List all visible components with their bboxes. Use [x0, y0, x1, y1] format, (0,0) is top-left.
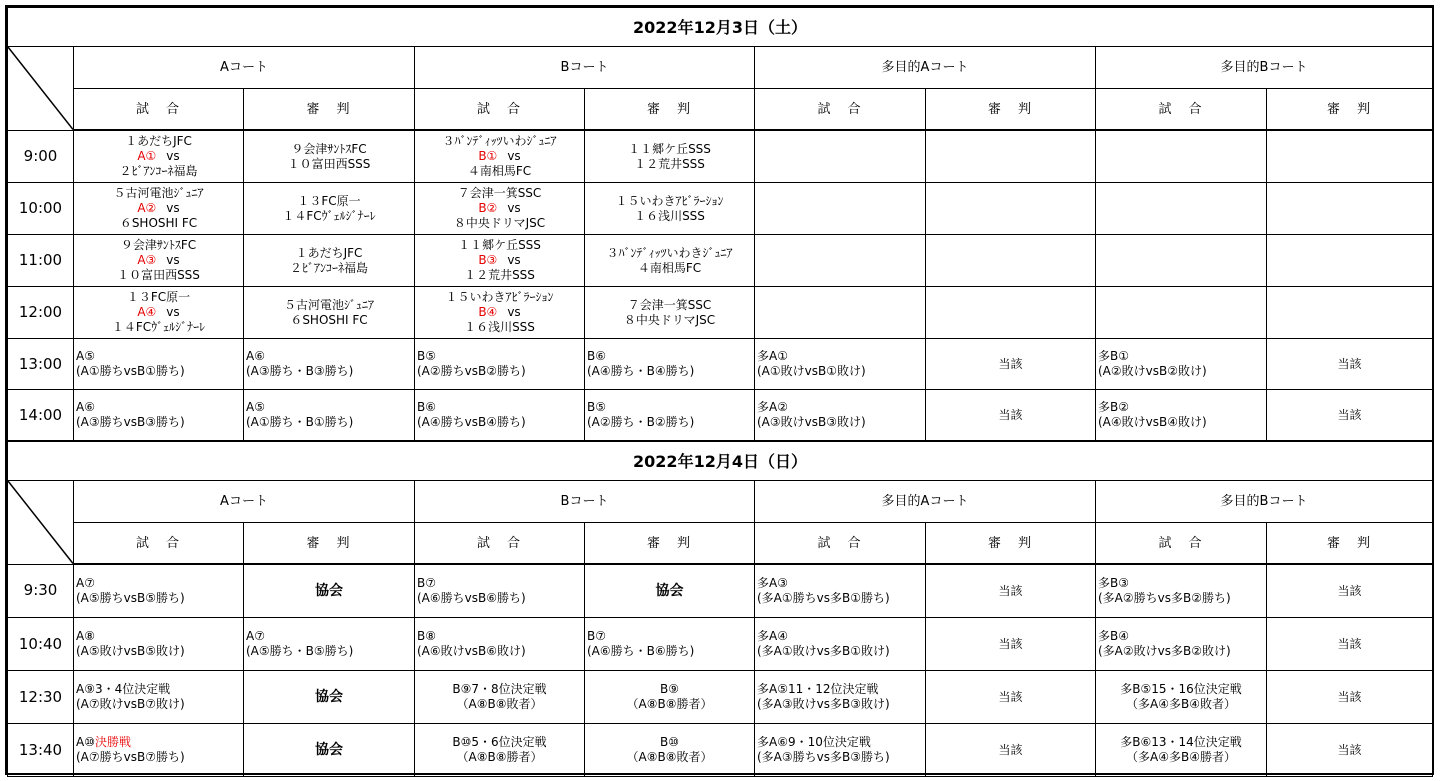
time-cell: 9:30: [8, 564, 74, 618]
time-cell: 12:00: [8, 287, 74, 339]
match-cell: [585, 618, 755, 671]
referee-cell: [585, 183, 755, 235]
match-header: 試 合: [1096, 523, 1267, 565]
empty-cell: [1267, 287, 1433, 339]
court-header: Aコート: [74, 481, 415, 523]
match-code: [74, 201, 243, 216]
court-header: Bコート: [415, 481, 755, 523]
match-id: 多B⑥13・14位決定戦: [1120, 735, 1242, 749]
court-header: Aコート: [74, 47, 415, 89]
referee-cell: 当該: [1267, 671, 1433, 724]
referee-cell: 当該: [926, 724, 1096, 777]
referee-cell: 協会: [585, 564, 755, 618]
empty-cell: [926, 130, 1096, 183]
referee-2: １０富田西SSS: [287, 156, 371, 171]
match-id: 多A⑤11・12位決定戦: [757, 682, 879, 696]
court-header: 多目的Aコート: [755, 47, 1096, 89]
vs-label: vs: [507, 149, 521, 163]
empty-cell: [1267, 235, 1433, 287]
sub-header-row: [8, 523, 1433, 565]
time-cell: 13:40: [8, 724, 74, 777]
match-cell: [74, 339, 244, 390]
date-title: 2022年12月3日（土）: [8, 8, 1433, 47]
match-id: 多B③: [1098, 576, 1129, 590]
corner-diagonal: [8, 47, 74, 131]
final-label: 決勝戦: [94, 735, 131, 749]
date-row: [8, 8, 1433, 47]
match-id: B①: [478, 149, 498, 163]
match-cell: [74, 235, 244, 287]
match-cell: [1096, 671, 1267, 724]
match-id: A⑦: [246, 629, 265, 643]
match-id: A⑥: [246, 349, 265, 363]
match-detail: (多A②敗けvs多B②敗け): [1098, 644, 1231, 658]
team-2: ６SHOSHI FC: [119, 216, 198, 230]
match-id: B⑨: [660, 682, 679, 696]
referee-cell: 当該: [926, 671, 1096, 724]
empty-cell: [1096, 287, 1267, 339]
team-1: １１郷ケ丘SSS: [458, 238, 541, 252]
match-cell: [585, 390, 755, 442]
team-2: １０富田西SSS: [117, 268, 200, 282]
team-1: １５いわきｱﾋﾞﾗｰｼｮﾝ: [445, 290, 554, 304]
empty-cell: [755, 287, 926, 339]
match-cell: [415, 671, 585, 724]
time-row: [8, 183, 1433, 235]
court-row: [8, 481, 1433, 523]
match-cell: [74, 183, 244, 235]
court-header: 多目的Bコート: [1096, 47, 1433, 89]
time-row: [8, 339, 1433, 390]
referee-cell: [585, 287, 755, 339]
vs-label: vs: [507, 253, 521, 267]
match-detail: (A①勝ち・B①勝ち): [246, 415, 354, 429]
referee-header: 審 判: [926, 89, 1096, 131]
match-id: 多A②: [757, 400, 788, 414]
referee-header: 審 判: [244, 89, 415, 131]
team-2: ４南相馬FC: [467, 164, 532, 178]
match-cell: [415, 564, 585, 618]
match-detail: （A⑧B⑧敗者）: [456, 697, 543, 711]
match-detail: (多A①敗けvs多B①敗け): [757, 644, 890, 658]
match-id: A⑧: [76, 629, 95, 643]
match-header: 試 合: [755, 523, 926, 565]
match-cell: [415, 235, 585, 287]
match-detail: (A③勝ちvsB③勝ち): [76, 415, 185, 429]
referee-1: ７会津一箕SSC: [627, 297, 712, 312]
referee-cell: [244, 235, 415, 287]
match-header: 試 合: [415, 523, 585, 565]
time-row: [8, 390, 1433, 442]
match-detail: (A②勝ちvsB②勝ち): [417, 364, 526, 378]
match-id: A④: [137, 305, 157, 319]
match-cell: [1096, 339, 1267, 390]
time-cell: 12:30: [8, 671, 74, 724]
match-cell: [244, 390, 415, 442]
match-detail: (A②勝ち・B②勝ち): [587, 415, 695, 429]
referee-header: 審 判: [926, 523, 1096, 565]
match-cell: [415, 130, 585, 183]
referee-header: 審 判: [244, 523, 415, 565]
referee-2: ２ﾋﾞｱﾝｺｰﾈ福島: [289, 260, 368, 275]
referee-2: １６浅川SSS: [634, 208, 705, 223]
time-row: [8, 724, 1433, 777]
vs-label: vs: [507, 305, 521, 319]
match-cell: [755, 390, 926, 442]
vs-label: vs: [166, 201, 180, 215]
match-id: A⑨3・4位決定戦: [76, 682, 171, 696]
referee-cell: [585, 130, 755, 183]
referee-2: ６SHOSHI FC: [290, 312, 368, 327]
referee-cell: [244, 287, 415, 339]
match-cell: [585, 724, 755, 777]
referee-cell: 協会: [244, 564, 415, 618]
referee-1: ９会津ｻﾝﾄｽFC: [291, 141, 367, 156]
referee-2: １２荒井SSS: [634, 156, 705, 171]
match-header: 試 合: [74, 523, 244, 565]
vs-label: vs: [166, 149, 180, 163]
court-header: Bコート: [415, 47, 755, 89]
referee-1: ５古河電池ｼﾞｭﾆｱ: [283, 297, 374, 312]
match-cell: [415, 390, 585, 442]
empty-cell: [1096, 183, 1267, 235]
team-2: ８中央ドリマJSC: [453, 216, 546, 230]
referee-cell: 協会: [244, 671, 415, 724]
time-row: [8, 564, 1433, 618]
match-detail: (多A①勝ちvs多B①勝ち): [757, 591, 890, 605]
match-id: 多B④: [1098, 629, 1129, 643]
match-detail: (A⑤敗けvsB⑤敗け): [76, 644, 185, 658]
diagonal-line: [8, 47, 73, 130]
referee-cell: 当該: [926, 564, 1096, 618]
empty-cell: [755, 235, 926, 287]
match-detail: （多A④多B④勝者）: [1126, 750, 1236, 764]
referee-cell: 当該: [926, 339, 1096, 390]
match-cell: [755, 564, 926, 618]
match-id: B⑩: [660, 735, 679, 749]
match-detail: (A⑥勝ちvsB⑥勝ち): [417, 591, 526, 605]
team-2: １４FCｳﾞｪﾙｼﾞﾅｰﾚ: [111, 320, 206, 334]
match-cell: [755, 724, 926, 777]
team-1: １あだちJFC: [125, 134, 192, 148]
referee-1: １５いわきｱﾋﾞﾗｰｼｮﾝ: [615, 193, 724, 208]
match-cell: [415, 339, 585, 390]
match-id: 多B⑤15・16位決定戦: [1120, 682, 1242, 696]
referee-cell: 当該: [926, 618, 1096, 671]
match-cell: [1096, 390, 1267, 442]
referee-header: 審 判: [585, 89, 755, 131]
time-cell: 10:00: [8, 183, 74, 235]
team-1: ３ﾊﾞﾝﾃﾞｨｯﾂいわｼﾞｭﾆｱ: [442, 134, 557, 148]
team-1: ５古河電池ｼﾞｭﾆｱ: [113, 186, 204, 200]
time-cell: 10:40: [8, 618, 74, 671]
match-cell: [415, 724, 585, 777]
match-detail: (A⑥敗けvsB⑥敗け): [417, 644, 526, 658]
team-2: ２ﾋﾞｱﾝｺｰﾈ福島: [119, 164, 198, 178]
match-id: A⑥: [76, 400, 95, 414]
match-detail: （A⑧B⑧勝者）: [456, 750, 543, 764]
match-id: B⑩5・6位決定戦: [452, 735, 547, 749]
referee-2: ８中央ドリマJSC: [623, 312, 716, 327]
match-detail: (多A②勝ちvs多B②勝ち): [1098, 591, 1231, 605]
empty-cell: [926, 183, 1096, 235]
match-cell: [755, 618, 926, 671]
match-id: A⑩決勝戦: [76, 735, 131, 749]
match-detail: (A④勝ち・B④勝ち): [587, 364, 695, 378]
match-cell: [74, 564, 244, 618]
time-row: [8, 287, 1433, 339]
match-detail: （A⑧B⑧敗者）: [626, 750, 713, 764]
match-cell: [74, 390, 244, 442]
referee-header: 審 判: [1267, 523, 1433, 565]
time-cell: 9:00: [8, 130, 74, 183]
match-detail: (A④勝ちvsB④勝ち): [417, 415, 526, 429]
match-id: 多A①: [757, 349, 788, 363]
match-id: 多A④: [757, 629, 788, 643]
match-id: 多A③: [757, 576, 788, 590]
match-cell: [755, 339, 926, 390]
time-row: [8, 235, 1433, 287]
referee-1: １３FC原一: [297, 193, 361, 208]
match-id: B⑧: [417, 629, 436, 643]
match-code: [415, 305, 584, 320]
match-id: A①: [137, 149, 157, 163]
time-row: [8, 671, 1433, 724]
match-cell: [585, 671, 755, 724]
date-row: [8, 441, 1433, 481]
match-cell: [755, 671, 926, 724]
match-id: B⑦: [417, 576, 436, 590]
match-detail: (A①敗けvsB①敗け): [757, 364, 866, 378]
match-cell: [585, 339, 755, 390]
referee-cell: 当該: [1267, 564, 1433, 618]
time-row: [8, 618, 1433, 671]
match-detail: (A⑤勝ち・B⑤勝ち): [246, 644, 354, 658]
referee-header: 審 判: [585, 523, 755, 565]
referee-cell: [244, 130, 415, 183]
team-1: ７会津一箕SSC: [457, 186, 542, 200]
team-2: １２荒井SSS: [464, 268, 535, 282]
match-cell: [74, 671, 244, 724]
match-id: A⑤: [76, 349, 95, 363]
schedule-sheet: [5, 5, 1434, 775]
match-detail: (A⑦勝ちvsB⑦勝ち): [76, 750, 185, 764]
match-cell: [415, 183, 585, 235]
match-detail: (A②敗けvsB②敗け): [1098, 364, 1207, 378]
diagonal-line: [8, 481, 73, 564]
vs-label: vs: [507, 201, 521, 215]
match-header: 試 合: [1096, 89, 1267, 131]
match-detail: (A③勝ち・B③勝ち): [246, 364, 354, 378]
referee-cell: 当該: [1267, 724, 1433, 777]
match-code: [74, 305, 243, 320]
team-1: １３FC原一: [126, 290, 191, 304]
match-code: [415, 149, 584, 164]
match-detail: （A⑧B⑧勝者）: [626, 697, 713, 711]
match-id: B②: [478, 201, 498, 215]
match-id: 多A⑥9・10位決定戦: [757, 735, 871, 749]
referee-1: １あだちJFC: [295, 245, 363, 260]
match-cell: [415, 618, 585, 671]
referee-1: ３ﾊﾞﾝﾃﾞｨｯﾂいわきｼﾞｭﾆｱ: [606, 245, 733, 260]
schedule-table: [7, 7, 1433, 777]
empty-cell: [1267, 183, 1433, 235]
match-detail: （多A④多B④敗者）: [1126, 697, 1236, 711]
match-cell: [1096, 724, 1267, 777]
match-cell: [74, 724, 244, 777]
match-id: B④: [478, 305, 498, 319]
vs-label: vs: [166, 305, 180, 319]
time-cell: 11:00: [8, 235, 74, 287]
referee-cell: [585, 235, 755, 287]
match-cell: [244, 339, 415, 390]
match-cell: [1096, 618, 1267, 671]
referee-cell: 当該: [1267, 339, 1433, 390]
match-id: B⑤: [417, 349, 436, 363]
time-cell: 14:00: [8, 390, 74, 442]
match-id: B⑨7・8位決定戦: [452, 682, 547, 696]
match-cell: [415, 287, 585, 339]
referee-2: １４FCｳﾞｪﾙｼﾞﾅｰﾚ: [282, 208, 376, 223]
match-cell: [74, 287, 244, 339]
match-header: 試 合: [74, 89, 244, 131]
match-cell: [74, 130, 244, 183]
corner-diagonal: [8, 481, 74, 565]
referee-cell: 当該: [1267, 618, 1433, 671]
match-code: [74, 149, 243, 164]
match-id: B⑥: [417, 400, 436, 414]
team-1: ９会津ｻﾝﾄｽFC: [120, 238, 197, 252]
empty-cell: [1096, 235, 1267, 287]
empty-cell: [926, 235, 1096, 287]
match-id: A⑦: [76, 576, 95, 590]
match-cell: [1096, 564, 1267, 618]
match-cell: [74, 618, 244, 671]
empty-cell: [755, 130, 926, 183]
referee-cell: 当該: [1267, 390, 1433, 442]
court-header: 多目的Aコート: [755, 481, 1096, 523]
match-detail: (A⑥勝ち・B⑥勝ち): [587, 644, 695, 658]
empty-cell: [1267, 130, 1433, 183]
referee-2: ４南相馬FC: [637, 260, 702, 275]
match-detail: (A⑤勝ちvsB⑤勝ち): [76, 591, 185, 605]
referee-cell: [244, 183, 415, 235]
match-code: [74, 253, 243, 268]
match-detail: (A③敗けvsB③敗け): [757, 415, 866, 429]
match-id: A②: [137, 201, 157, 215]
match-detail: (A⑦敗けvsB⑦敗け): [76, 697, 185, 711]
court-row: [8, 47, 1433, 89]
court-header: 多目的Bコート: [1096, 481, 1433, 523]
match-id: B③: [478, 253, 498, 267]
referee-header: 審 判: [1267, 89, 1433, 131]
match-id: 多B②: [1098, 400, 1129, 414]
match-header: 試 合: [755, 89, 926, 131]
empty-cell: [926, 287, 1096, 339]
match-detail: (A①勝ちvsB①勝ち): [76, 364, 185, 378]
match-code: [415, 253, 584, 268]
match-code: [415, 201, 584, 216]
referee-cell: 当該: [926, 390, 1096, 442]
empty-cell: [755, 183, 926, 235]
match-id: B⑥: [587, 349, 606, 363]
time-row: [8, 130, 1433, 183]
referee-1: １１郷ケ丘SSS: [628, 141, 711, 156]
vs-label: vs: [166, 253, 180, 267]
date-title: 2022年12月4日（日）: [8, 441, 1433, 481]
referee-cell: 協会: [244, 724, 415, 777]
time-cell: 13:00: [8, 339, 74, 390]
team-2: １６浅川SSS: [464, 320, 535, 334]
match-id: B⑤: [587, 400, 606, 414]
match-cell: [244, 618, 415, 671]
sub-header-row: [8, 89, 1433, 131]
match-id: A⑤: [246, 400, 265, 414]
empty-cell: [1096, 130, 1267, 183]
match-id: B⑦: [587, 629, 606, 643]
match-detail: (A④敗けvsB④敗け): [1098, 415, 1207, 429]
match-detail: (多A③勝ちvs多B③勝ち): [757, 750, 890, 764]
match-header: 試 合: [415, 89, 585, 131]
match-id: 多B①: [1098, 349, 1129, 363]
match-id: A③: [137, 253, 157, 267]
match-detail: (多A③敗けvs多B③敗け): [757, 697, 890, 711]
